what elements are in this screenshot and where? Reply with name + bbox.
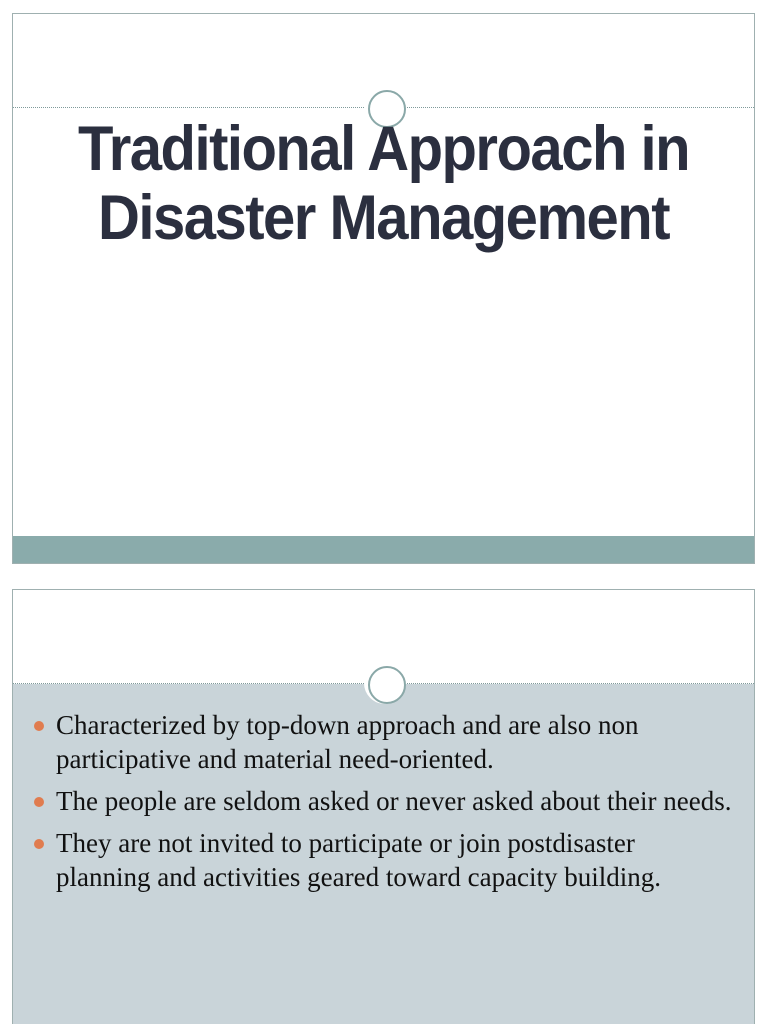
bullet-dot-icon	[34, 839, 44, 849]
list-item	[32, 708, 732, 776]
bullet-text: They are not invited to participate or join postdisaster planning and activities geared toward capacity building.	[56, 828, 662, 892]
accent-band	[13, 536, 754, 563]
title-slide	[12, 13, 755, 564]
bullet-dot-icon	[34, 721, 44, 731]
ring-ornament-icon	[364, 662, 406, 704]
title-line-2: Disaster Management	[97, 182, 670, 254]
slide-title	[13, 115, 754, 253]
bullet-text: Characterized by top-down approach and are also non participative and material need-oriented.	[56, 710, 639, 774]
list-item	[32, 826, 732, 894]
bullet-list	[32, 708, 732, 902]
list-item	[32, 784, 732, 818]
bullet-dot-icon	[34, 797, 44, 807]
title-line-1: Traditional Approach in	[77, 113, 690, 184]
bullet-text: The people are seldom asked or never asked about their needs.	[56, 786, 732, 816]
